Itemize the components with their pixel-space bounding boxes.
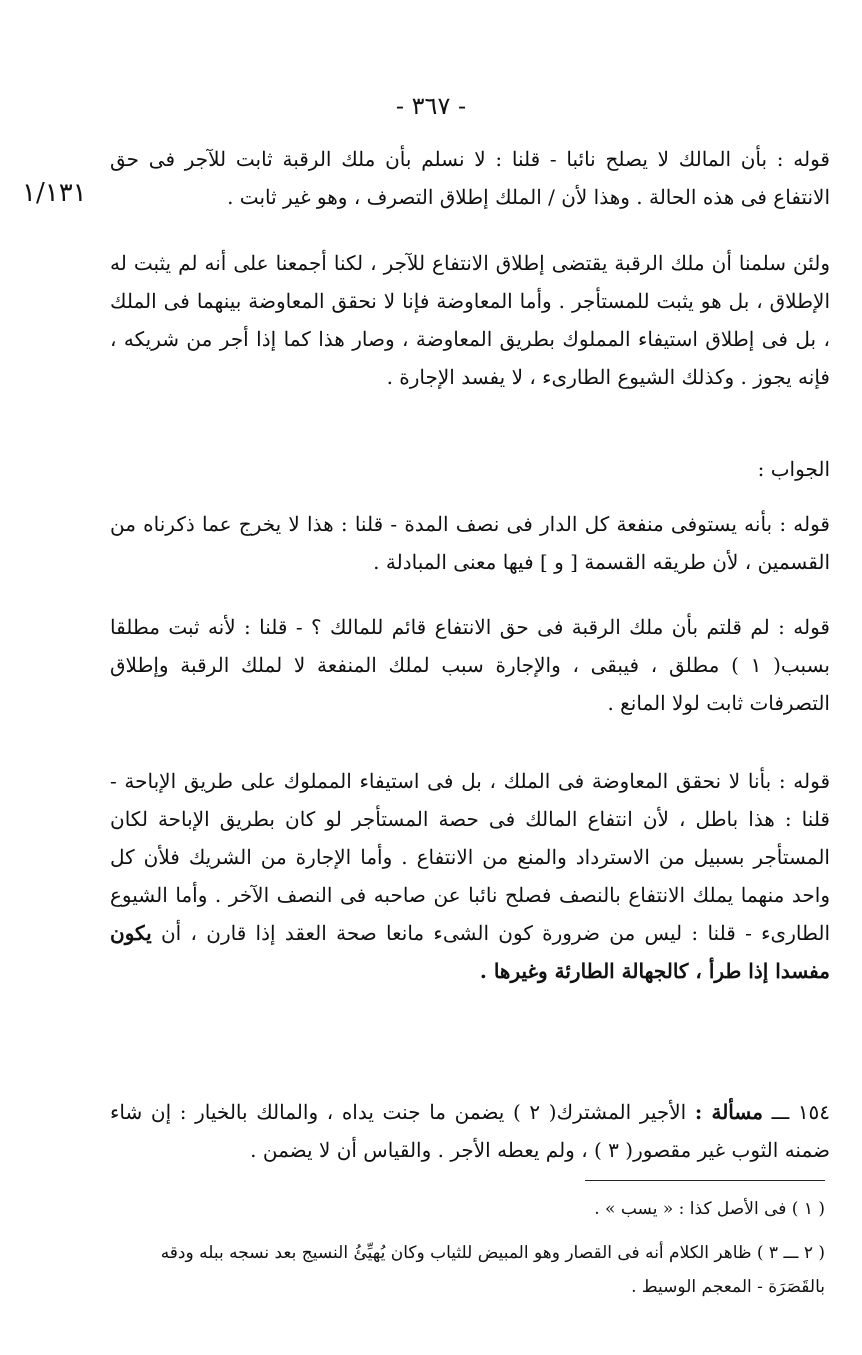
footnote-divider	[585, 1180, 825, 1181]
paragraph-6	[110, 762, 830, 990]
issue-text: الأجير المشترك( ٢ ) يضمن ما جنت يداه ، والمالك بالخيار : إن شاء ضمنه الثوب غير مقصور( ٣ ) ، ولم يعطه الأجر . والقياس أن لا يضمن .	[110, 1100, 830, 1162]
paragraph-5: قوله : لم قلتم بأن ملك الرقبة فى حق الانتفاع قائم للمالك ؟ - قلنا : لأنه ثبت مطلقا بسبب( ١ ) مطلق ، فيبقى ، والإجارة سبب لملك المنفعة لا لملك الرقبة وإطلاق التصرفات ثابت لولا المانع .	[110, 615, 831, 715]
paragraph-1: قوله : بأن المالك لا يصلح نائبا - قلنا : لا نسلم بأن ملك الرقبة ثابت للآجر فى حق الانتفاع فى هذه الحالة . وهذا لأن / الملك إطلاق التصرف ، وهو غير ثابت .	[110, 147, 830, 209]
margin-reference: ١/١٣١	[22, 178, 87, 208]
paragraph-6-text: قوله : بأنا لا نحقق المعاوضة فى الملك ، بل فى استيفاء المملوك على طريق الإباحة - قلنا : هذا باطل ، لأن انتفاع المالك فى حصة المستأجر لو كان بطريق الإباحة لكان المستأجر بسبيل من الاسترداد والمنع من الانتفاع . وأما الإجارة من الشريك فلأن كل واحد منهما يملك الانتفاع بالنصف فصلح نائبا عن صاحبه فى النصف الآخر . وأما الشيوع الطارىء - قلنا : ليس من ضرورة كون الشىء مانعا صحة العقد إذا قارن ، أن	[110, 769, 831, 945]
paragraph-issue-154	[110, 1093, 830, 1169]
footnote-2-3: ( ٢ ـــ ٣ ) ظاهر الكلام أنه فى القصار وهو المبيض للثياب وكان يُهيِّئُ النسيج بعد نسجه ببله ودقه بالقَصَرَة - المعجم الوسيط .	[160, 1243, 825, 1297]
footnote-1: ( ١ ) فى الأصل كذا : « يسب » .	[594, 1199, 825, 1219]
issue-label: مسألة :	[694, 1100, 763, 1124]
paragraph-2: ولئن سلمنا أن ملك الرقبة يقتضى إطلاق الانتفاع للآجر ، لكنا أجمعنا على أنه لم يثبت له الإطلاق ، بل هو يثبت للمستأجر . وأما المعاوضة فإنا لا نحقق المعاوضة بينهما فى الملك ، بل فى إطلاق استيفاء المملوك بطريق المعاوضة ، وصار هذا كما إذا أجر من شريكه ، فإنه يجوز . وكذلك الشيوع الطارىء ، لا يفسد الإجارة .	[110, 251, 830, 389]
paragraph-6-bold-text: يكون مفسدا إذا طرأ ، كالجهالة الطارئة وغيرها .	[110, 921, 830, 983]
paragraph-4: قوله : بأنه يستوفى منفعة كل الدار فى نصف المدة - قلنا : هذا لا يخرج عما ذكرناه من القسمين ، لأن طريقه القسمة [ و ] فيها معنى المبادلة .	[110, 512, 830, 574]
issue-number: ١٥٤ ـــ	[771, 1100, 831, 1124]
page-number: - ٣٦٧ -	[395, 92, 467, 120]
paragraph-answer-heading: الجواب :	[757, 457, 830, 481]
